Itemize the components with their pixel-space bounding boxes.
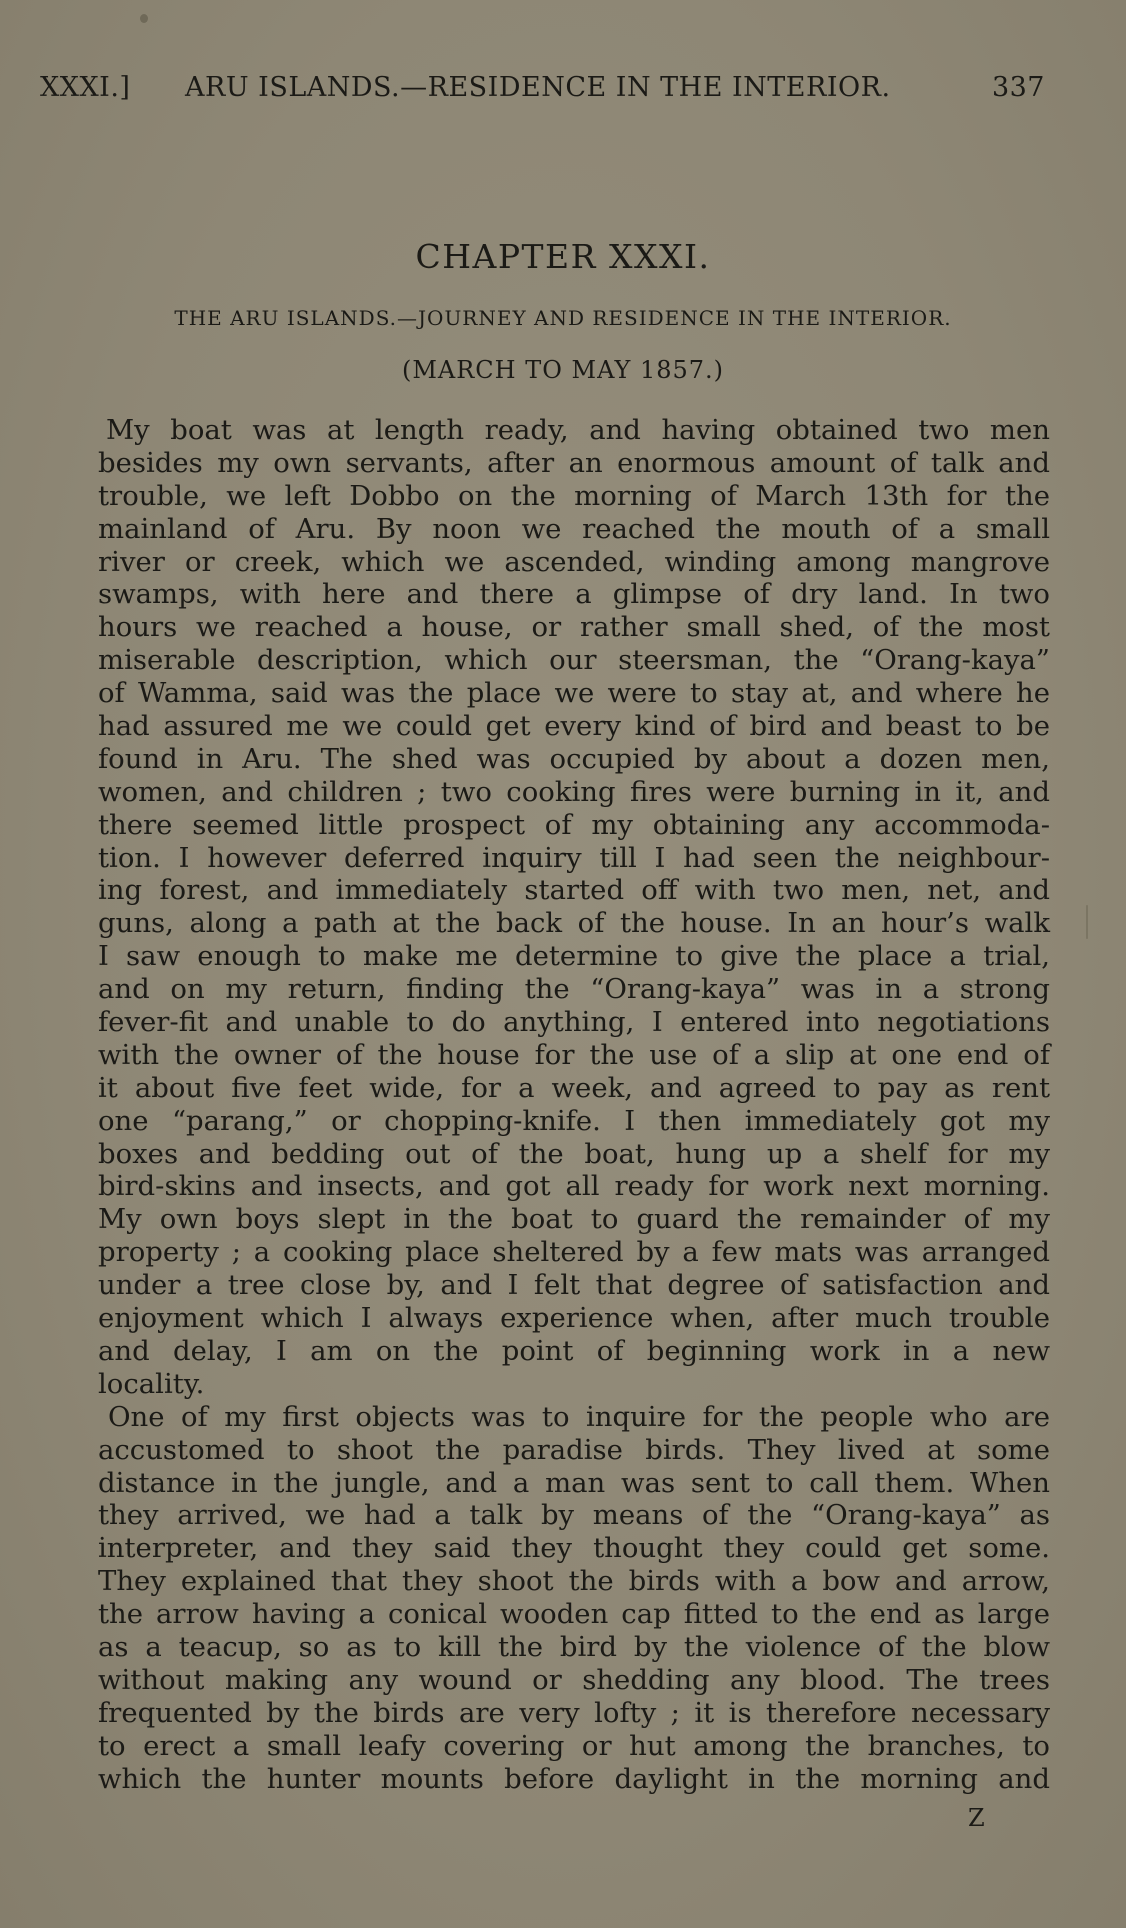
text-line: enjoyment which I always experience when, after much trouble [98, 1302, 1050, 1335]
text-line: My boat was at length ready, and having obtained two men [106, 414, 1050, 446]
text-line: women, and children ; two cooking fires were burning in it, and [98, 775, 1050, 808]
page-number: 337 [991, 72, 1045, 103]
text-line: tion. I however deferred inquiry till I had seen the neighbour- [98, 841, 1050, 874]
text-line: river or creek, which we ascended, winding among mangrove [98, 545, 1050, 578]
text-line: guns, along a path at the back of the house. In an hour’s walk [98, 907, 1050, 940]
text-line: My own boys slept in the boat to guard the remainder of my [98, 1203, 1050, 1236]
text-line: there seemed little prospect of my obtaining any accommoda- [98, 808, 1050, 841]
text-line: besides my own servants, after an enormous amount of talk and [98, 446, 1050, 479]
text-line: distance in the jungle, and a man was sent to call them. When [98, 1466, 1050, 1499]
paper-speck [140, 14, 148, 23]
running-head [40, 72, 1045, 112]
text-line: One of my first objects was to inquire for the people who are [108, 1400, 1050, 1433]
text-line: boxes and bedding out of the boat, hung up a shelf for my [98, 1137, 1050, 1170]
text-line: trouble, we left Dobbo on the morning of March 13th for the [98, 479, 1050, 512]
text-line: one “parang,” or chopping-knife. I then immediately got my [98, 1104, 1050, 1137]
chapter-subtitle: THE ARU ISLANDS.—JOURNEY AND RESIDENCE IN THE INTERIOR. [174, 306, 952, 330]
text-line: without making any wound or shedding any blood. The trees [98, 1663, 1050, 1696]
paper-speck [1086, 905, 1088, 939]
text-line: the arrow having a conical wooden cap fitted to the end as large [98, 1598, 1050, 1631]
text-line: They explained that they shoot the birds with a bow and arrow, [98, 1565, 1050, 1598]
text-line: and on my return, finding the “Orang-kaya” was in a strong [98, 973, 1050, 1006]
running-head-title: ARU ISLANDS.—RESIDENCE IN THE INTERIOR. [185, 72, 891, 103]
text-line: property ; a cooking place sheltered by a few mats was arranged [98, 1236, 1050, 1269]
text-line: hours we reached a house, or rather small shed, of the most [98, 611, 1050, 644]
text-line: fever-fit and unable to do anything, I entered into negotiations [98, 1006, 1050, 1039]
text-line: of Wamma, said was the place we were to stay at, and where he [98, 677, 1050, 710]
text-line: mainland of Aru. By noon we reached the mouth of a small [98, 512, 1050, 545]
text-line: with the owner of the house for the use of a slip at one end of [98, 1038, 1050, 1071]
text-line: locality. [98, 1367, 205, 1400]
text-line: under a tree close by, and I felt that degree of satisfaction and [98, 1269, 1050, 1302]
text-line: it about five feet wide, for a week, and agreed to pay as rent [98, 1071, 1050, 1104]
text-line: found in Aru. The shed was occupied by about a dozen men, [98, 742, 1050, 775]
text-line: to erect a small leafy covering or hut among the branches, to [98, 1729, 1050, 1762]
text-line: I saw enough to make me determine to give the place a trial, [98, 940, 1050, 973]
body-text [98, 414, 1050, 1795]
text-line: ing forest, and immediately started off with two men, net, and [98, 874, 1050, 907]
text-line: swamps, with here and there a glimpse of dry land. In two [98, 578, 1050, 611]
text-line: which the hunter mounts before daylight in the morning and [98, 1762, 1050, 1795]
text-line: had assured me we could get every kind of bird and beast to be [98, 710, 1050, 743]
chapter-dates: (MARCH TO MAY 1857.) [401, 356, 725, 384]
text-line: interpreter, and they said they thought they could get some. [98, 1532, 1050, 1565]
chapter-heading: CHAPTER XXXI. [415, 237, 711, 276]
text-line: and delay, I am on the point of beginning work in a new [98, 1334, 1050, 1367]
text-line: accustomed to shoot the paradise birds. They lived at some [98, 1433, 1050, 1466]
text-line: they arrived, we had a talk by means of the “Orang-kaya” as [98, 1499, 1050, 1532]
running-head-section: XXXI.] [40, 72, 131, 103]
text-line: frequented by the birds are very lofty ; it is therefore necessary [98, 1696, 1050, 1729]
text-line: miserable description, which our steersman, the “Orang-kaya” [98, 644, 1050, 677]
text-line: as a teacup, so as to kill the bird by the violence of the blow [98, 1630, 1050, 1663]
text-line: bird-skins and insects, and got all ready for work next morning. [98, 1170, 1050, 1203]
signature-mark: Z [968, 1804, 985, 1832]
